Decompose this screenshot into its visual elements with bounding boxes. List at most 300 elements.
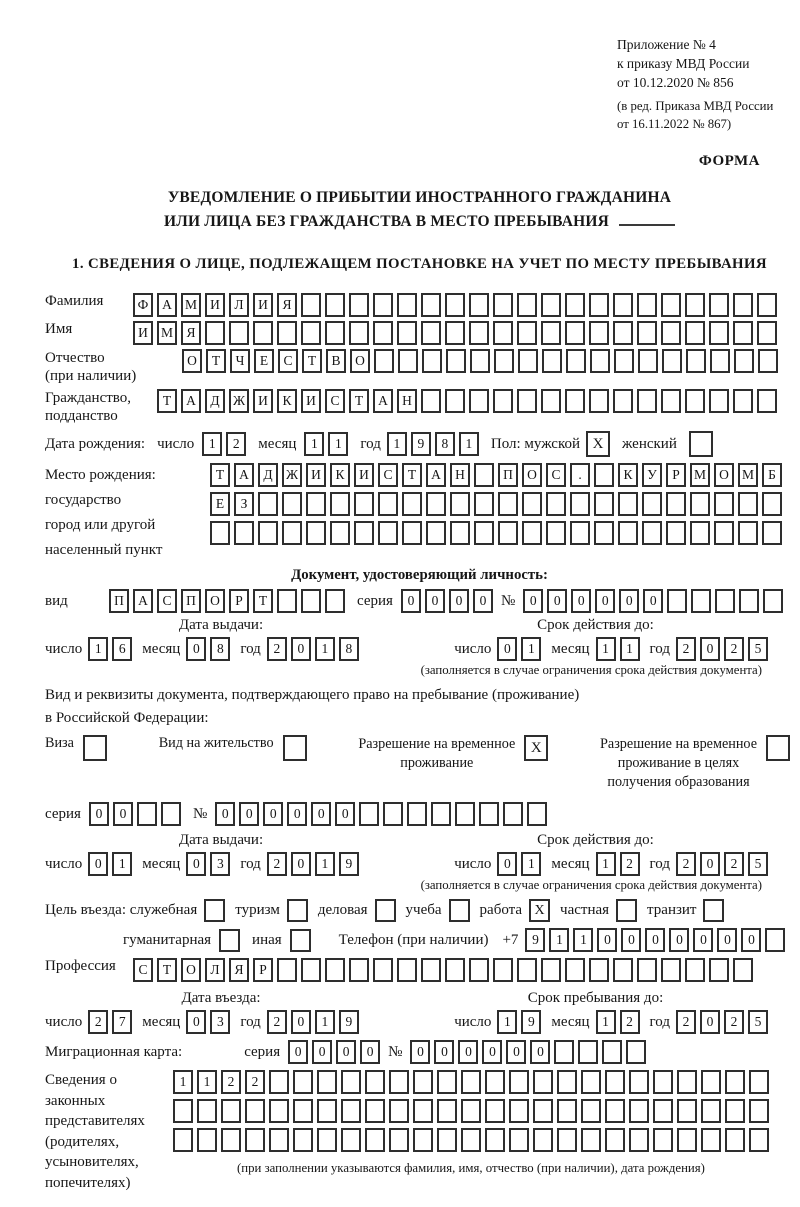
char-cell[interactable]	[325, 293, 345, 317]
char-cell[interactable]: 5	[748, 1010, 768, 1034]
char-cell[interactable]	[565, 958, 585, 982]
char-cell[interactable]: 0	[291, 1010, 311, 1034]
char-cell[interactable]	[570, 492, 590, 516]
char-cell[interactable]	[277, 589, 297, 613]
char-cell[interactable]	[749, 1099, 769, 1123]
char-cell[interactable]: В	[326, 349, 346, 373]
char-cell[interactable]	[653, 1070, 673, 1094]
char-cell[interactable]: А	[157, 293, 177, 317]
char-cell[interactable]	[661, 293, 681, 317]
temp-residence-edu-checkbox[interactable]	[766, 735, 790, 761]
char-cell[interactable]: П	[498, 463, 518, 487]
char-cell[interactable]	[666, 521, 686, 545]
char-cell[interactable]: И	[354, 463, 374, 487]
char-cell[interactable]: 1	[197, 1070, 217, 1094]
char-cell[interactable]: 9	[339, 1010, 359, 1034]
char-cell[interactable]: 0	[89, 802, 109, 826]
residence-permit-checkbox[interactable]	[283, 735, 307, 761]
char-cell[interactable]: 0	[113, 802, 133, 826]
char-cell[interactable]: И	[306, 463, 326, 487]
char-cell[interactable]	[653, 1099, 673, 1123]
char-cell[interactable]	[686, 349, 706, 373]
char-cell[interactable]	[378, 492, 398, 516]
char-cell[interactable]	[349, 321, 369, 345]
char-cell[interactable]	[701, 1099, 721, 1123]
char-cell[interactable]: 0	[643, 589, 663, 613]
char-cell[interactable]	[765, 928, 785, 952]
char-cell[interactable]	[474, 463, 494, 487]
purpose-private-checkbox[interactable]	[616, 899, 637, 922]
char-cell[interactable]	[469, 293, 489, 317]
char-cell[interactable]	[445, 321, 465, 345]
char-cell[interactable]: .	[570, 463, 590, 487]
char-cell[interactable]	[446, 349, 466, 373]
char-cell[interactable]: 0	[717, 928, 737, 952]
char-cell[interactable]: А	[373, 389, 393, 413]
char-cell[interactable]: 0	[482, 1040, 502, 1064]
char-cell[interactable]	[642, 521, 662, 545]
char-cell[interactable]	[626, 1040, 646, 1064]
char-cell[interactable]	[373, 321, 393, 345]
char-cell[interactable]: 0	[497, 637, 517, 661]
char-cell[interactable]: 2	[88, 1010, 108, 1034]
char-cell[interactable]	[605, 1128, 625, 1152]
char-cell[interactable]	[421, 389, 441, 413]
char-cell[interactable]	[398, 349, 418, 373]
char-cell[interactable]	[565, 389, 585, 413]
char-cell[interactable]	[666, 492, 686, 516]
char-cell[interactable]	[701, 1128, 721, 1152]
char-cell[interactable]: 0	[288, 1040, 308, 1064]
char-cell[interactable]: 2	[724, 852, 744, 876]
char-cell[interactable]	[374, 349, 394, 373]
char-cell[interactable]	[758, 349, 778, 373]
char-cell[interactable]	[413, 1070, 433, 1094]
char-cell[interactable]	[469, 389, 489, 413]
char-cell[interactable]	[301, 293, 321, 317]
char-cell[interactable]: 1	[315, 637, 335, 661]
char-cell[interactable]	[642, 492, 662, 516]
char-cell[interactable]	[413, 1128, 433, 1152]
char-cell[interactable]	[701, 1070, 721, 1094]
char-cell[interactable]	[661, 958, 681, 982]
char-cell[interactable]	[590, 349, 610, 373]
char-cell[interactable]	[421, 293, 441, 317]
char-cell[interactable]	[317, 1128, 337, 1152]
char-cell[interactable]: 2	[724, 637, 744, 661]
char-cell[interactable]: 0	[434, 1040, 454, 1064]
char-cell[interactable]: 1	[328, 432, 348, 456]
char-cell[interactable]	[421, 321, 441, 345]
char-cell[interactable]: Ф	[133, 293, 153, 317]
char-cell[interactable]: Е	[254, 349, 274, 373]
char-cell[interactable]: О	[350, 349, 370, 373]
char-cell[interactable]	[594, 492, 614, 516]
char-cell[interactable]	[245, 1128, 265, 1152]
char-cell[interactable]	[317, 1099, 337, 1123]
char-cell[interactable]: 0	[239, 802, 259, 826]
char-cell[interactable]	[330, 492, 350, 516]
char-cell[interactable]	[317, 1070, 337, 1094]
char-cell[interactable]: И	[253, 293, 273, 317]
char-cell[interactable]	[522, 492, 542, 516]
char-cell[interactable]: Ж	[282, 463, 302, 487]
char-cell[interactable]: И	[205, 293, 225, 317]
char-cell[interactable]	[450, 521, 470, 545]
char-cell[interactable]: А	[234, 463, 254, 487]
char-cell[interactable]	[479, 802, 499, 826]
char-cell[interactable]	[542, 349, 562, 373]
char-cell[interactable]: 0	[693, 928, 713, 952]
char-cell[interactable]: Д	[258, 463, 278, 487]
char-cell[interactable]	[493, 321, 513, 345]
char-cell[interactable]	[691, 589, 711, 613]
char-cell[interactable]	[541, 293, 561, 317]
char-cell[interactable]	[269, 1070, 289, 1094]
char-cell[interactable]: 2	[267, 637, 287, 661]
char-cell[interactable]	[690, 521, 710, 545]
char-cell[interactable]: А	[133, 589, 153, 613]
char-cell[interactable]	[725, 1099, 745, 1123]
char-cell[interactable]: 1	[88, 637, 108, 661]
char-cell[interactable]	[137, 802, 157, 826]
char-cell[interactable]	[402, 492, 422, 516]
char-cell[interactable]	[341, 1128, 361, 1152]
char-cell[interactable]: 1	[620, 637, 640, 661]
char-cell[interactable]: 9	[521, 1010, 541, 1034]
char-cell[interactable]	[402, 521, 422, 545]
char-cell[interactable]: И	[253, 389, 273, 413]
char-cell[interactable]	[662, 349, 682, 373]
char-cell[interactable]	[509, 1099, 529, 1123]
char-cell[interactable]: 0	[215, 802, 235, 826]
char-cell[interactable]: Н	[450, 463, 470, 487]
char-cell[interactable]	[557, 1099, 577, 1123]
char-cell[interactable]: 1	[315, 852, 335, 876]
char-cell[interactable]: 1	[173, 1070, 193, 1094]
char-cell[interactable]	[349, 293, 369, 317]
char-cell[interactable]: Р	[229, 589, 249, 613]
char-cell[interactable]	[341, 1070, 361, 1094]
char-cell[interactable]	[709, 293, 729, 317]
char-cell[interactable]	[373, 958, 393, 982]
char-cell[interactable]	[359, 802, 379, 826]
char-cell[interactable]: Н	[397, 389, 417, 413]
char-cell[interactable]	[493, 958, 513, 982]
char-cell[interactable]	[637, 958, 657, 982]
char-cell[interactable]	[234, 521, 254, 545]
char-cell[interactable]	[437, 1128, 457, 1152]
char-cell[interactable]	[173, 1099, 193, 1123]
char-cell[interactable]: А	[181, 389, 201, 413]
char-cell[interactable]	[485, 1070, 505, 1094]
char-cell[interactable]	[762, 521, 782, 545]
char-cell[interactable]	[277, 321, 297, 345]
char-cell[interactable]	[685, 389, 705, 413]
char-cell[interactable]: 2	[724, 1010, 744, 1034]
char-cell[interactable]	[557, 1070, 577, 1094]
char-cell[interactable]	[221, 1099, 241, 1123]
char-cell[interactable]	[373, 293, 393, 317]
char-cell[interactable]: Т	[302, 349, 322, 373]
char-cell[interactable]: Т	[157, 389, 177, 413]
char-cell[interactable]: М	[157, 321, 177, 345]
char-cell[interactable]	[763, 589, 783, 613]
char-cell[interactable]	[422, 349, 442, 373]
char-cell[interactable]: Ж	[229, 389, 249, 413]
char-cell[interactable]: 0	[449, 589, 469, 613]
char-cell[interactable]	[325, 589, 345, 613]
char-cell[interactable]: 9	[525, 928, 545, 952]
char-cell[interactable]	[733, 293, 753, 317]
purpose-business-checkbox[interactable]	[375, 899, 396, 922]
char-cell[interactable]	[413, 1099, 433, 1123]
char-cell[interactable]	[301, 321, 321, 345]
char-cell[interactable]	[341, 1099, 361, 1123]
char-cell[interactable]	[485, 1128, 505, 1152]
char-cell[interactable]: Т	[402, 463, 422, 487]
char-cell[interactable]: 5	[748, 637, 768, 661]
char-cell[interactable]: 0	[669, 928, 689, 952]
char-cell[interactable]	[605, 1070, 625, 1094]
char-cell[interactable]: Т	[253, 589, 273, 613]
sex-female-checkbox[interactable]	[689, 431, 713, 457]
char-cell[interactable]	[533, 1128, 553, 1152]
char-cell[interactable]	[469, 321, 489, 345]
char-cell[interactable]	[421, 958, 441, 982]
char-cell[interactable]	[725, 1128, 745, 1152]
char-cell[interactable]	[306, 521, 326, 545]
char-cell[interactable]	[581, 1070, 601, 1094]
char-cell[interactable]: К	[330, 463, 350, 487]
char-cell[interactable]: 9	[339, 852, 359, 876]
char-cell[interactable]: 2	[267, 852, 287, 876]
char-cell[interactable]	[734, 349, 754, 373]
char-cell[interactable]	[229, 321, 249, 345]
char-cell[interactable]	[221, 1128, 241, 1152]
char-cell[interactable]	[541, 389, 561, 413]
char-cell[interactable]	[733, 321, 753, 345]
visa-checkbox[interactable]	[83, 735, 107, 761]
char-cell[interactable]	[455, 802, 475, 826]
char-cell[interactable]: 1	[459, 432, 479, 456]
char-cell[interactable]	[637, 293, 657, 317]
char-cell[interactable]	[503, 802, 523, 826]
purpose-study-checkbox[interactable]	[449, 899, 470, 922]
char-cell[interactable]	[749, 1128, 769, 1152]
char-cell[interactable]: 2	[620, 1010, 640, 1034]
char-cell[interactable]: Р	[666, 463, 686, 487]
char-cell[interactable]	[474, 521, 494, 545]
char-cell[interactable]	[733, 958, 753, 982]
purpose-work-checkbox[interactable]: X	[529, 899, 550, 922]
char-cell[interactable]	[589, 293, 609, 317]
char-cell[interactable]: 2	[267, 1010, 287, 1034]
char-cell[interactable]	[365, 1070, 385, 1094]
char-cell[interactable]	[517, 958, 537, 982]
char-cell[interactable]	[474, 492, 494, 516]
char-cell[interactable]	[498, 521, 518, 545]
char-cell[interactable]	[437, 1070, 457, 1094]
char-cell[interactable]: 1	[315, 1010, 335, 1034]
sex-male-checkbox[interactable]: X	[586, 431, 610, 457]
char-cell[interactable]	[197, 1128, 217, 1152]
char-cell[interactable]: 0	[595, 589, 615, 613]
char-cell[interactable]	[517, 321, 537, 345]
char-cell[interactable]	[757, 389, 777, 413]
char-cell[interactable]: К	[277, 389, 297, 413]
char-cell[interactable]	[282, 521, 302, 545]
char-cell[interactable]: М	[181, 293, 201, 317]
char-cell[interactable]	[330, 521, 350, 545]
char-cell[interactable]	[470, 349, 490, 373]
char-cell[interactable]	[426, 492, 446, 516]
char-cell[interactable]	[269, 1128, 289, 1152]
char-cell[interactable]	[293, 1070, 313, 1094]
char-cell[interactable]: Л	[205, 958, 225, 982]
char-cell[interactable]: 0	[741, 928, 761, 952]
char-cell[interactable]: 1	[596, 852, 616, 876]
char-cell[interactable]: 8	[339, 637, 359, 661]
char-cell[interactable]	[277, 958, 297, 982]
char-cell[interactable]: 6	[112, 637, 132, 661]
char-cell[interactable]	[637, 321, 657, 345]
char-cell[interactable]	[253, 321, 273, 345]
char-cell[interactable]	[485, 1099, 505, 1123]
char-cell[interactable]: 0	[287, 802, 307, 826]
char-cell[interactable]: 0	[621, 928, 641, 952]
char-cell[interactable]: 0	[619, 589, 639, 613]
char-cell[interactable]	[578, 1040, 598, 1064]
char-cell[interactable]	[245, 1099, 265, 1123]
char-cell[interactable]: Я	[181, 321, 201, 345]
char-cell[interactable]: 1	[521, 637, 541, 661]
char-cell[interactable]: И	[133, 321, 153, 345]
char-cell[interactable]	[709, 321, 729, 345]
char-cell[interactable]	[557, 1128, 577, 1152]
char-cell[interactable]	[614, 349, 634, 373]
char-cell[interactable]	[714, 521, 734, 545]
char-cell[interactable]	[605, 1099, 625, 1123]
char-cell[interactable]	[397, 958, 417, 982]
char-cell[interactable]	[667, 589, 687, 613]
char-cell[interactable]: О	[182, 349, 202, 373]
char-cell[interactable]	[618, 521, 638, 545]
char-cell[interactable]	[301, 958, 321, 982]
char-cell[interactable]	[738, 521, 758, 545]
char-cell[interactable]	[210, 521, 230, 545]
char-cell[interactable]: О	[522, 463, 542, 487]
char-cell[interactable]	[710, 349, 730, 373]
char-cell[interactable]: 0	[700, 1010, 720, 1034]
char-cell[interactable]: 1	[387, 432, 407, 456]
char-cell[interactable]: 0	[547, 589, 567, 613]
char-cell[interactable]: 0	[530, 1040, 550, 1064]
char-cell[interactable]: 5	[748, 852, 768, 876]
char-cell[interactable]: С	[546, 463, 566, 487]
char-cell[interactable]: Ч	[230, 349, 250, 373]
char-cell[interactable]: С	[378, 463, 398, 487]
char-cell[interactable]: 0	[186, 1010, 206, 1034]
char-cell[interactable]	[517, 293, 537, 317]
char-cell[interactable]	[546, 492, 566, 516]
char-cell[interactable]: 2	[676, 852, 696, 876]
char-cell[interactable]	[565, 293, 585, 317]
char-cell[interactable]	[638, 349, 658, 373]
purpose-transit-checkbox[interactable]	[703, 899, 724, 922]
char-cell[interactable]	[445, 293, 465, 317]
char-cell[interactable]	[533, 1099, 553, 1123]
char-cell[interactable]: С	[157, 589, 177, 613]
char-cell[interactable]	[749, 1070, 769, 1094]
char-cell[interactable]	[629, 1070, 649, 1094]
char-cell[interactable]	[613, 958, 633, 982]
char-cell[interactable]: 0	[401, 589, 421, 613]
char-cell[interactable]	[661, 321, 681, 345]
char-cell[interactable]	[301, 589, 321, 613]
char-cell[interactable]	[383, 802, 403, 826]
char-cell[interactable]	[445, 389, 465, 413]
char-cell[interactable]	[637, 389, 657, 413]
char-cell[interactable]: 1	[521, 852, 541, 876]
char-cell[interactable]	[306, 492, 326, 516]
char-cell[interactable]: Я	[229, 958, 249, 982]
char-cell[interactable]	[173, 1128, 193, 1152]
char-cell[interactable]: 9	[411, 432, 431, 456]
char-cell[interactable]	[498, 492, 518, 516]
char-cell[interactable]	[725, 1070, 745, 1094]
char-cell[interactable]	[565, 321, 585, 345]
purpose-other-checkbox[interactable]	[290, 929, 311, 952]
char-cell[interactable]	[546, 521, 566, 545]
char-cell[interactable]	[389, 1070, 409, 1094]
char-cell[interactable]	[461, 1099, 481, 1123]
char-cell[interactable]	[533, 1070, 553, 1094]
char-cell[interactable]	[509, 1070, 529, 1094]
char-cell[interactable]	[613, 389, 633, 413]
char-cell[interactable]	[661, 389, 681, 413]
char-cell[interactable]: 1	[596, 1010, 616, 1034]
char-cell[interactable]	[570, 521, 590, 545]
char-cell[interactable]: Б	[762, 463, 782, 487]
char-cell[interactable]: М	[690, 463, 710, 487]
char-cell[interactable]: 0	[311, 802, 331, 826]
char-cell[interactable]	[397, 321, 417, 345]
char-cell[interactable]	[461, 1070, 481, 1094]
char-cell[interactable]: У	[642, 463, 662, 487]
char-cell[interactable]: 7	[112, 1010, 132, 1034]
char-cell[interactable]: 0	[410, 1040, 430, 1064]
char-cell[interactable]: 1	[497, 1010, 517, 1034]
char-cell[interactable]: 0	[645, 928, 665, 952]
char-cell[interactable]: 0	[88, 852, 108, 876]
char-cell[interactable]	[349, 958, 369, 982]
char-cell[interactable]: Т	[157, 958, 177, 982]
char-cell[interactable]	[757, 293, 777, 317]
char-cell[interactable]	[685, 321, 705, 345]
char-cell[interactable]	[739, 589, 759, 613]
char-cell[interactable]	[325, 321, 345, 345]
char-cell[interactable]	[450, 492, 470, 516]
char-cell[interactable]: О	[181, 958, 201, 982]
char-cell[interactable]	[389, 1128, 409, 1152]
char-cell[interactable]	[714, 492, 734, 516]
char-cell[interactable]	[629, 1128, 649, 1152]
char-cell[interactable]	[461, 1128, 481, 1152]
char-cell[interactable]	[437, 1099, 457, 1123]
char-cell[interactable]	[518, 349, 538, 373]
char-cell[interactable]: 3	[210, 1010, 230, 1034]
